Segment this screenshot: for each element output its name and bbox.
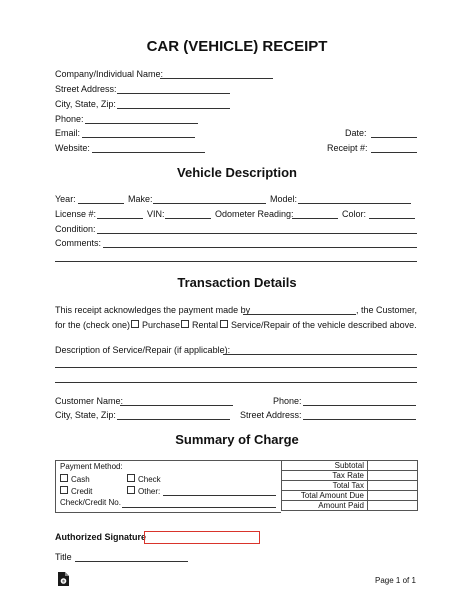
charge-row-label: Total Tax (282, 481, 368, 491)
signature-field[interactable] (144, 531, 260, 544)
license-field[interactable] (97, 209, 143, 219)
payment-method-label: Payment Method: (60, 462, 123, 471)
payer-name-field[interactable] (243, 305, 356, 315)
make-label: Make: (128, 194, 153, 204)
purchase-label: Purchase (142, 320, 181, 330)
title-field[interactable] (75, 552, 188, 562)
condition-label: Condition: (55, 224, 96, 234)
customer-city-field[interactable] (117, 410, 230, 420)
year-label: Year: (55, 194, 76, 204)
table-row (282, 481, 418, 491)
color-label: Color: (342, 209, 367, 219)
total-tax-value[interactable] (368, 481, 418, 491)
cash-label: Cash (71, 475, 90, 484)
city-state-zip-label: City, State, Zip: (55, 99, 116, 109)
customer-phone-label: Phone: (273, 396, 302, 406)
authorized-signature-label: Authorized Signature (55, 532, 147, 542)
total-amount-due-value[interactable] (368, 491, 418, 501)
color-field[interactable] (369, 209, 415, 219)
email-label: Email: (55, 128, 81, 138)
amount-paid-value[interactable] (368, 501, 418, 511)
website-label: Website: (55, 143, 90, 153)
model-field[interactable] (298, 194, 411, 204)
rental-checkbox[interactable] (181, 320, 189, 328)
transaction-details-heading: Transaction Details (177, 275, 297, 290)
subtotal-value[interactable] (368, 461, 418, 471)
customer-name-field[interactable] (120, 396, 233, 406)
charge-row-label: Amount Paid (282, 501, 368, 511)
eforms-logo-icon (57, 572, 69, 586)
license-label: License #: (55, 209, 97, 219)
table-row (282, 471, 418, 481)
credit-checkbox[interactable] (60, 486, 68, 494)
check-one-prefix: for the (check one) (55, 320, 131, 330)
customer-street-label: Street Address: (240, 410, 302, 420)
cash-option[interactable] (60, 474, 90, 485)
other-checkbox[interactable] (127, 486, 135, 494)
condition-field[interactable] (97, 224, 417, 234)
page-number: Page 1 of 1 (375, 576, 416, 585)
date-field[interactable] (371, 128, 417, 138)
service-option[interactable] (220, 320, 417, 331)
purchase-checkbox[interactable] (131, 320, 139, 328)
company-name-label: Company/Individual Name: (55, 69, 164, 79)
comments-field[interactable] (103, 238, 417, 248)
vin-field[interactable] (165, 209, 211, 219)
vin-label: VIN: (147, 209, 165, 219)
phone-field[interactable] (85, 114, 198, 124)
receipt-number-field[interactable] (371, 143, 417, 153)
website-field[interactable] (92, 143, 205, 153)
rental-option[interactable] (181, 320, 218, 331)
charge-table (281, 460, 418, 511)
customer-street-field[interactable] (303, 410, 416, 420)
service-description-label: Description of Service/Repair (if applicable): (55, 345, 231, 355)
other-option[interactable] (127, 486, 160, 497)
cash-checkbox[interactable] (60, 474, 68, 482)
table-row (282, 461, 418, 471)
check-credit-no-label: Check/Credit No. (60, 498, 121, 507)
make-field[interactable] (153, 194, 266, 204)
model-label: Model: (270, 194, 298, 204)
purchase-option[interactable] (131, 320, 180, 331)
comments-line-2[interactable] (55, 261, 417, 262)
customer-phone-field[interactable] (303, 396, 416, 406)
ack-text-prefix: This receipt acknowledges the payment made by (55, 305, 251, 315)
receipt-number-label: Receipt #: (327, 143, 368, 153)
vehicle-description-heading: Vehicle Description (177, 165, 297, 180)
service-description-line-3[interactable] (55, 382, 417, 383)
date-label: Date: (345, 128, 367, 138)
city-state-zip-field[interactable] (117, 99, 230, 109)
charge-row-label: Total Amount Due (282, 491, 368, 501)
customer-city-label: City, State, Zip: (55, 410, 116, 420)
tax-rate-value[interactable] (368, 471, 418, 481)
company-name-field[interactable] (160, 69, 273, 79)
service-description-field[interactable] (223, 345, 417, 355)
email-field[interactable] (82, 128, 195, 138)
service-label: Service/Repair of the vehicle described above. (231, 320, 417, 330)
service-description-line-2[interactable] (55, 367, 417, 368)
ack-text-suffix: , the Customer, (356, 305, 418, 315)
street-address-label: Street Address: (55, 84, 117, 94)
street-address-field[interactable] (117, 84, 230, 94)
page-title: CAR (VEHICLE) RECEIPT (146, 38, 328, 55)
year-field[interactable] (78, 194, 124, 204)
odometer-label: Odometer Reading: (215, 209, 294, 219)
title-label: Title (55, 552, 72, 562)
phone-label: Phone: (55, 114, 84, 124)
odometer-field[interactable] (292, 209, 338, 219)
check-credit-no-field[interactable] (122, 498, 276, 508)
charge-row-label: Tax Rate (282, 471, 368, 481)
summary-of-charge-heading: Summary of Charge (175, 432, 299, 447)
credit-option[interactable] (60, 486, 92, 497)
charge-row-label: Subtotal (282, 461, 368, 471)
check-checkbox[interactable] (127, 474, 135, 482)
customer-name-label: Customer Name: (55, 396, 124, 406)
rental-label: Rental (192, 320, 219, 330)
credit-label: Credit (71, 487, 93, 496)
other-label: Other: (138, 487, 161, 496)
table-row (282, 491, 418, 501)
other-field[interactable] (163, 486, 276, 496)
check-option[interactable] (127, 474, 161, 485)
check-label: Check (138, 475, 161, 484)
service-checkbox[interactable] (220, 320, 228, 328)
table-row (282, 501, 418, 511)
comments-label: Comments: (55, 238, 102, 248)
